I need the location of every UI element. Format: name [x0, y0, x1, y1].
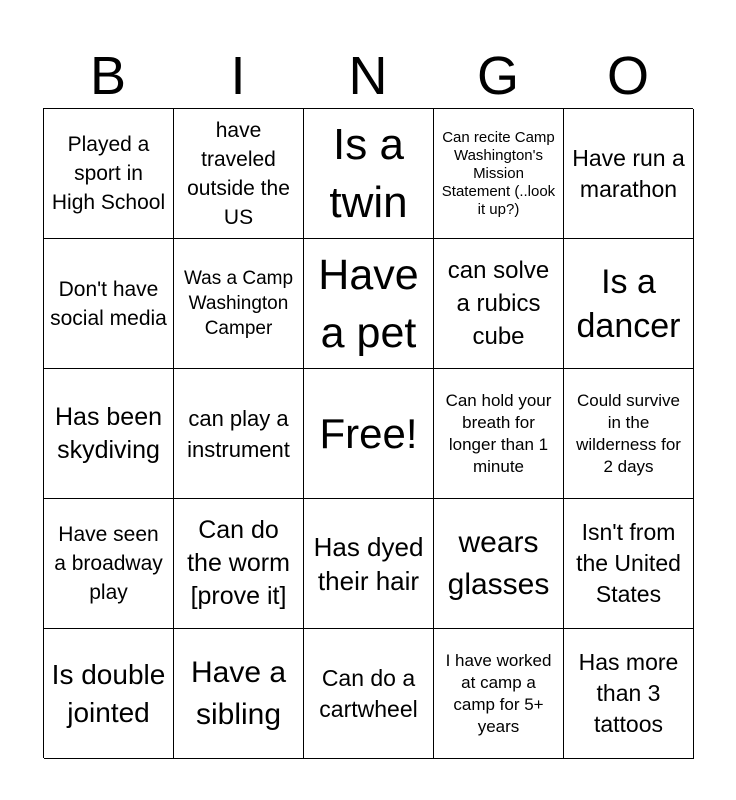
bingo-cell free-space[interactable]: Free! — [304, 369, 434, 499]
header-letter-b: B — [89, 46, 127, 106]
bingo-cell[interactable]: wears glasses — [434, 499, 564, 629]
bingo-cell[interactable]: Don't have social media — [44, 239, 174, 369]
bingo-cell[interactable]: Can do the worm [prove it] — [174, 499, 304, 629]
bingo-cell[interactable]: Have seen a broadway play — [44, 499, 174, 629]
header-letter-o: O — [606, 46, 649, 106]
bingo-cell[interactable]: Is a twin — [304, 109, 434, 239]
bingo-cell[interactable]: Could survive in the wilderness for 2 days — [564, 369, 694, 499]
bingo-cell[interactable]: Have run a marathon — [564, 109, 694, 239]
bingo-cell[interactable]: Can do a cartwheel — [304, 629, 434, 759]
bingo-cell[interactable]: Can recite Camp Washington's Mission Statement (..look it up?) — [434, 109, 564, 239]
bingo-cell[interactable]: Has been skydiving — [44, 369, 174, 499]
bingo-board — [43, 108, 693, 758]
bingo-cell[interactable]: Have a pet — [304, 239, 434, 369]
bingo-cell[interactable]: Isn't from the United States — [564, 499, 694, 629]
bingo-cell[interactable]: Has dyed their hair — [304, 499, 434, 629]
bingo-cell[interactable]: can play a instrument — [174, 369, 304, 499]
bingo-cell[interactable]: Can hold your breath for longer than 1 minute — [434, 369, 564, 499]
header-letter-g: G — [476, 46, 519, 106]
bingo-cell[interactable]: Have a sibling — [174, 629, 304, 759]
bingo-cell[interactable]: Has more than 3 tattoos — [564, 629, 694, 759]
bingo-cell[interactable]: can solve a rubics cube — [434, 239, 564, 369]
header-letter-i: I — [230, 46, 246, 106]
bingo-cell[interactable]: Played a sport in High School — [44, 109, 174, 239]
bingo-cell[interactable]: Was a Camp Washington Camper — [174, 239, 304, 369]
header-letter-n: N — [348, 46, 388, 106]
bingo-cell[interactable]: Is double jointed — [44, 629, 174, 759]
bingo-header — [43, 44, 693, 108]
bingo-cell[interactable]: Is a dancer — [564, 239, 694, 369]
bingo-cell[interactable]: have traveled outside the US — [174, 109, 304, 239]
bingo-cell[interactable]: I have worked at camp a camp for 5+ years — [434, 629, 564, 759]
